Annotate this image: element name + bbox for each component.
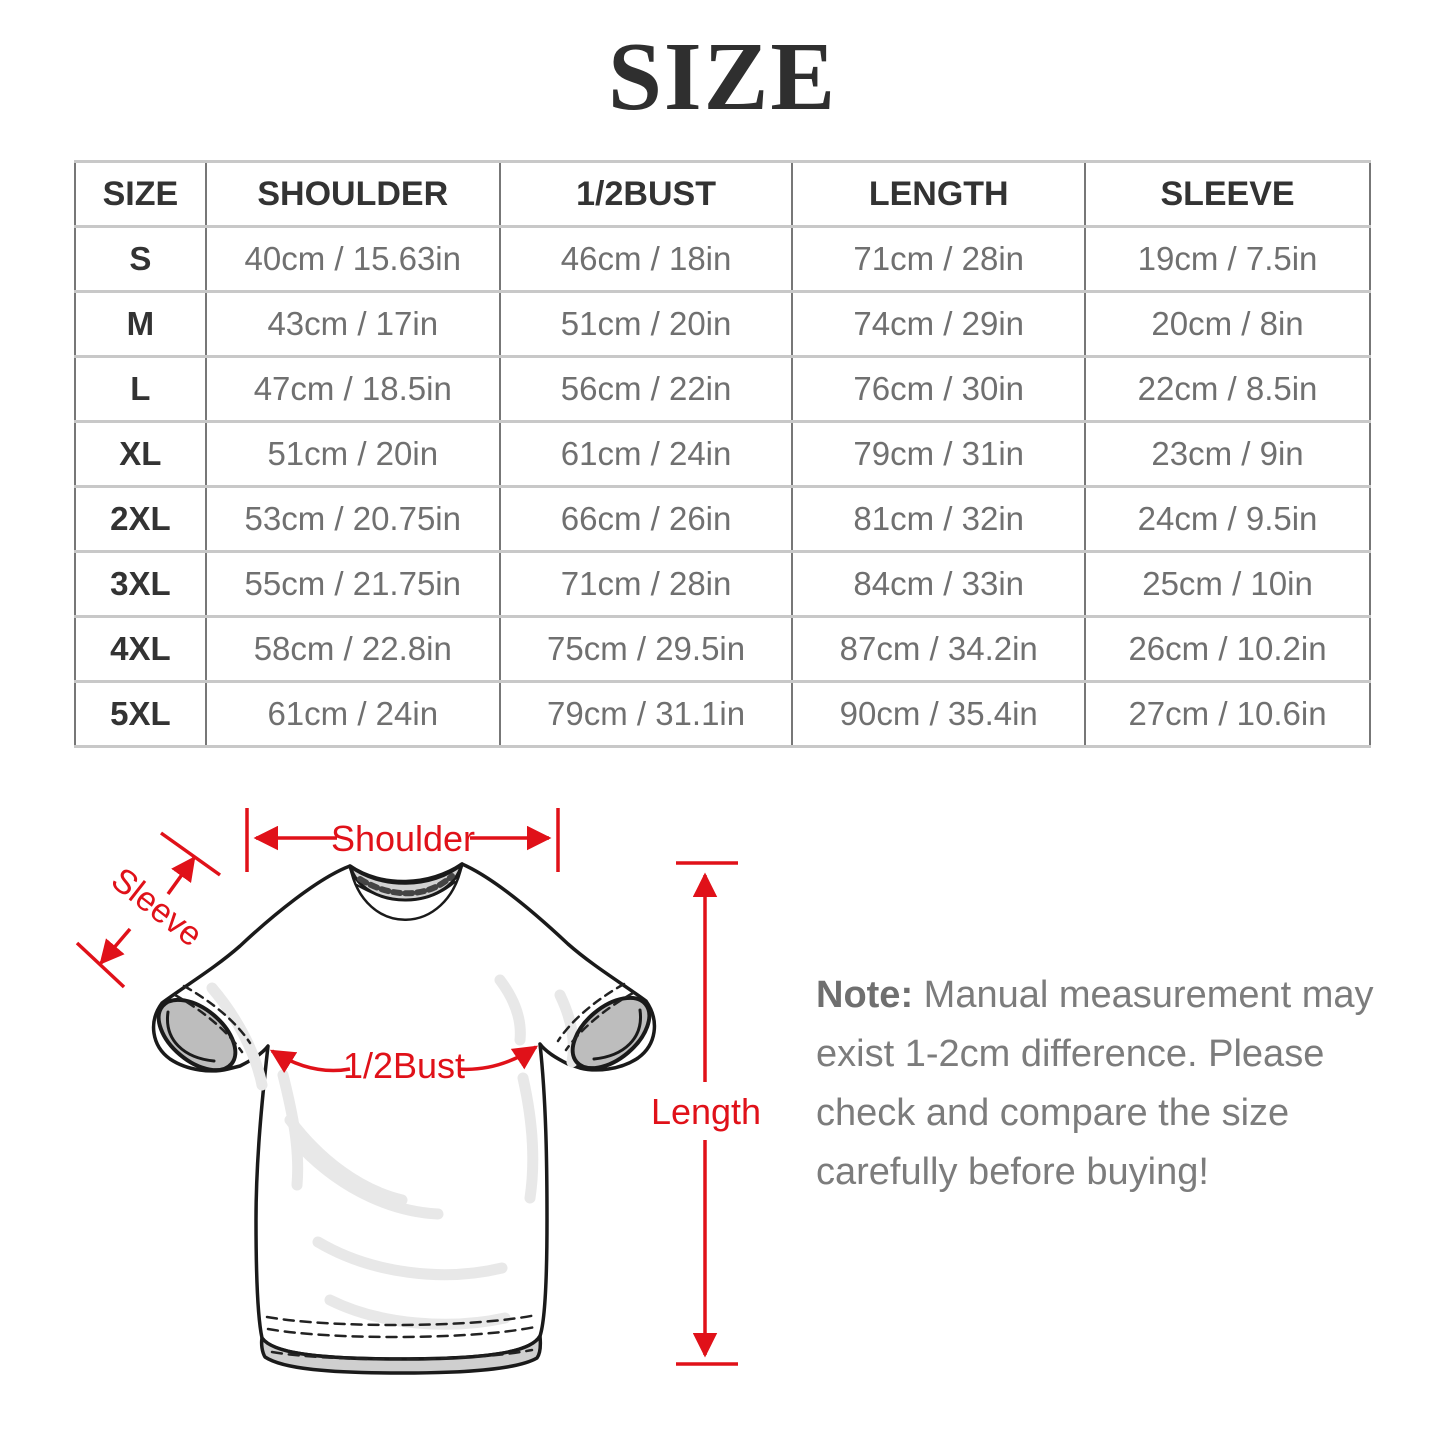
sleeve-tick-bottom (77, 943, 124, 987)
half-bust-label: 1/2Bust (342, 1045, 466, 1086)
cell-half-bust: 79cm / 31.1in (500, 682, 793, 747)
table-header-row (75, 162, 1370, 227)
cell-sleeve: 20cm / 8in (1085, 292, 1370, 357)
cell-length: 71cm / 28in (792, 227, 1085, 292)
cell-sleeve: 24cm / 9.5in (1085, 487, 1370, 552)
cell-size: 2XL (75, 487, 206, 552)
header-length: LENGTH (792, 162, 1085, 227)
table-row (75, 422, 1370, 487)
table-row (75, 292, 1370, 357)
cell-shoulder: 61cm / 24in (206, 682, 500, 747)
table-row (75, 552, 1370, 617)
length-measure (651, 863, 761, 1364)
length-label: Length (650, 1091, 762, 1132)
tshirt-illustration (146, 864, 662, 1373)
cell-shoulder: 58cm / 22.8in (206, 617, 500, 682)
cell-half-bust: 56cm / 22in (500, 357, 793, 422)
note-label: Note: (816, 974, 914, 1016)
cell-half-bust: 75cm / 29.5in (500, 617, 793, 682)
cell-sleeve: 23cm / 9in (1085, 422, 1370, 487)
tshirt-measurement-diagram (0, 760, 820, 1445)
cell-length: 87cm / 34.2in (792, 617, 1085, 682)
table-row (75, 617, 1370, 682)
cell-sleeve: 22cm / 8.5in (1085, 357, 1370, 422)
cell-shoulder: 40cm / 15.63in (206, 227, 500, 292)
cell-shoulder: 55cm / 21.75in (206, 552, 500, 617)
shoulder-measure (247, 808, 558, 872)
size-table (74, 160, 1371, 748)
table-row (75, 487, 1370, 552)
cell-half-bust: 51cm / 20in (500, 292, 793, 357)
page-title: SIZE (607, 23, 838, 130)
cell-sleeve: 26cm / 10.2in (1085, 617, 1370, 682)
cell-length: 84cm / 33in (792, 552, 1085, 617)
cell-size: XL (75, 422, 206, 487)
table-row (75, 682, 1370, 747)
cell-half-bust: 61cm / 24in (500, 422, 793, 487)
cell-shoulder: 43cm / 17in (206, 292, 500, 357)
cell-length: 79cm / 31in (792, 422, 1085, 487)
cell-sleeve: 27cm / 10.6in (1085, 682, 1370, 747)
sleeve-tick-top (161, 833, 220, 875)
sleeve-label: Sleeve (104, 860, 210, 955)
header-shoulder: SHOULDER (206, 162, 500, 227)
note-line1: Manual measurement may (923, 974, 1374, 1016)
table-row (75, 357, 1370, 422)
cell-size: 4XL (75, 617, 206, 682)
measurement-note (816, 966, 1376, 1202)
cell-length: 81cm / 32in (792, 487, 1085, 552)
header-size: SIZE (75, 162, 206, 227)
cell-shoulder: 53cm / 20.75in (206, 487, 500, 552)
table-row (75, 227, 1370, 292)
cell-shoulder: 51cm / 20in (206, 422, 500, 487)
cell-sleeve: 25cm / 10in (1085, 552, 1370, 617)
sleeve-arrow-down (101, 929, 130, 963)
cell-size: S (75, 227, 206, 292)
cell-length: 74cm / 29in (792, 292, 1085, 357)
cell-size: 3XL (75, 552, 206, 617)
cell-size: L (75, 357, 206, 422)
cell-size: 5XL (75, 682, 206, 747)
cell-length: 90cm / 35.4in (792, 682, 1085, 747)
cell-size: M (75, 292, 206, 357)
cell-length: 76cm / 30in (792, 357, 1085, 422)
sleeve-arrow-up (168, 858, 194, 894)
header-half-bust: 1/2BUST (500, 162, 793, 227)
cell-shoulder: 47cm / 18.5in (206, 357, 500, 422)
note-line3: check and compare the size (816, 1092, 1290, 1134)
note-line4: carefully before buying! (816, 1151, 1209, 1193)
tshirt-body (154, 864, 655, 1359)
shoulder-label: Shoulder (330, 818, 476, 859)
note-line2: exist 1-2cm difference. Please (816, 1033, 1325, 1075)
cell-half-bust: 71cm / 28in (500, 552, 793, 617)
sleeve-measure (77, 833, 220, 987)
cell-sleeve: 19cm / 7.5in (1085, 227, 1370, 292)
cell-half-bust: 46cm / 18in (500, 227, 793, 292)
header-sleeve: SLEEVE (1085, 162, 1370, 227)
cell-half-bust: 66cm / 26in (500, 487, 793, 552)
